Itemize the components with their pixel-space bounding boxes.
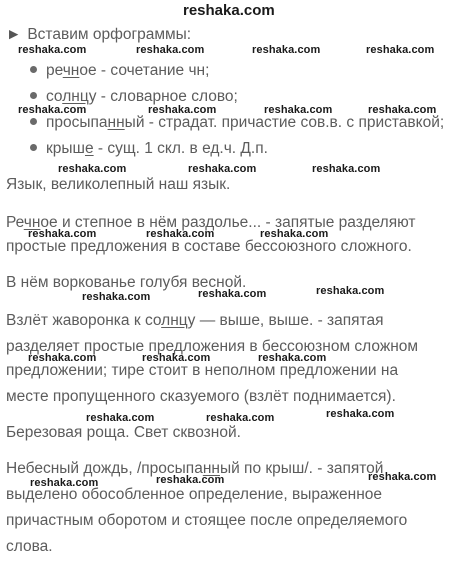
text-part: . xyxy=(226,176,231,193)
watermark-text: reshaka.com xyxy=(264,104,333,116)
watermark-text: reshaka.com xyxy=(86,412,155,424)
text-line xyxy=(6,362,398,380)
spelling-underline: чн xyxy=(23,214,41,231)
text-line xyxy=(6,512,407,530)
watermark-text: reshaka.com xyxy=(326,408,395,420)
text-line xyxy=(6,424,241,442)
bullet-text: у - словарное слово; xyxy=(88,88,238,105)
bullet-text: крыш xyxy=(46,140,85,157)
watermark-text: reshaka.com xyxy=(18,44,87,56)
bullet-item xyxy=(30,140,268,158)
text-part: разделяет простые предложения в бессоюзном сложном xyxy=(6,338,419,355)
text-part: месте пропущенного сказуемого (взлёт поднимается). xyxy=(6,388,396,405)
text-part: ое и степное в нём раздолье... - запятые разделяют xyxy=(40,214,416,231)
text-line xyxy=(6,238,412,256)
watermark-text: reshaka.com xyxy=(156,474,225,486)
watermark-text: reshaka.com xyxy=(252,44,321,56)
text-part: Небесный дождь, /просыпа xyxy=(6,460,203,477)
watermark-text: reshaka.com xyxy=(188,163,257,175)
text-part: выделено обособленное определение, выраженное xyxy=(6,486,382,503)
watermark-text: reshaka.com xyxy=(258,352,327,364)
triangle-arrow-icon: ► xyxy=(6,26,22,43)
watermark-text: reshaka.com xyxy=(30,477,99,489)
watermark-text: reshaka.com xyxy=(198,288,267,300)
watermark-text: reshaka.com xyxy=(28,228,97,240)
watermark-text: reshaka.com xyxy=(28,352,97,364)
spelling-underline: е xyxy=(84,140,94,157)
text-part: Ре xyxy=(6,214,24,231)
text-part: Березовая роща. Свет сквозной. xyxy=(6,424,241,441)
text-part: простые предложения в составе бессоюзного сложного. xyxy=(6,238,412,255)
heading-line xyxy=(6,26,191,44)
spelling-underline: чн xyxy=(62,62,80,79)
text-part: слова. xyxy=(6,538,53,555)
bullet-text: - сущ. 1 скл. в ед.ч. Д.п. xyxy=(93,140,268,157)
watermark-text: reshaka.com xyxy=(142,352,211,364)
text-part: В нём воркованье голубя весной xyxy=(6,274,242,291)
spelling-underline: лнц xyxy=(161,312,188,329)
bullet-item xyxy=(30,62,209,80)
bullet-text: просыпа xyxy=(46,114,108,131)
text-part: Взлёт жаворонка к со xyxy=(6,312,162,329)
watermark-text: reshaka.com xyxy=(312,163,381,175)
bullet-text: ре xyxy=(46,62,63,79)
text-part: . xyxy=(241,274,247,291)
watermark-text: reshaka.com xyxy=(18,104,87,116)
heading-text: Вставим орфограммы: xyxy=(27,26,192,43)
watermark-text: reshaka.com xyxy=(146,228,215,240)
text-part: Язык, великолепный наш язык xyxy=(6,176,227,193)
text-line xyxy=(6,176,230,194)
text-part: причастным оборотом и стоящее после определяемого xyxy=(6,512,408,529)
text-part: у — выше, выше. - запятая xyxy=(187,312,384,329)
watermark-text: reshaka.com xyxy=(316,285,385,297)
bullet-dot-icon xyxy=(30,118,37,125)
watermark-text: reshaka.com xyxy=(206,412,275,424)
spelling-underline: лнц xyxy=(62,88,89,105)
text-part: предложении; тире стоит в неполном предложении на xyxy=(6,362,399,379)
watermark-text: reshaka.com xyxy=(366,44,435,56)
watermark-text: reshaka.com xyxy=(148,104,217,116)
bullet-text: со xyxy=(46,88,63,105)
bullet-dot-icon xyxy=(30,66,37,73)
bullet-text: ое - сочетание чн; xyxy=(79,62,210,79)
watermark-text: reshaka.com xyxy=(136,44,205,56)
text-line xyxy=(6,538,53,556)
watermark-text: reshaka.com xyxy=(82,291,151,303)
watermark-text: reshaka.com xyxy=(58,163,127,175)
watermark-text: reshaka.com xyxy=(368,104,437,116)
bullet-dot-icon xyxy=(30,144,37,151)
text-line xyxy=(6,312,384,330)
bullet-item xyxy=(30,114,444,132)
text-line xyxy=(6,388,396,406)
watermark-text: reshaka.com xyxy=(368,471,437,483)
text-part: ый по крыш/. - запятой xyxy=(219,460,384,477)
watermark-text: reshaka.com xyxy=(260,228,329,240)
bullet-text: ый - страдат. причастие сов.в. с приставкой; xyxy=(124,114,445,131)
site-watermark-top: reshaka.com xyxy=(183,2,275,19)
spelling-underline: нн xyxy=(107,114,125,131)
bullet-dot-icon xyxy=(30,92,37,99)
spelling-underline: нн xyxy=(202,460,220,477)
